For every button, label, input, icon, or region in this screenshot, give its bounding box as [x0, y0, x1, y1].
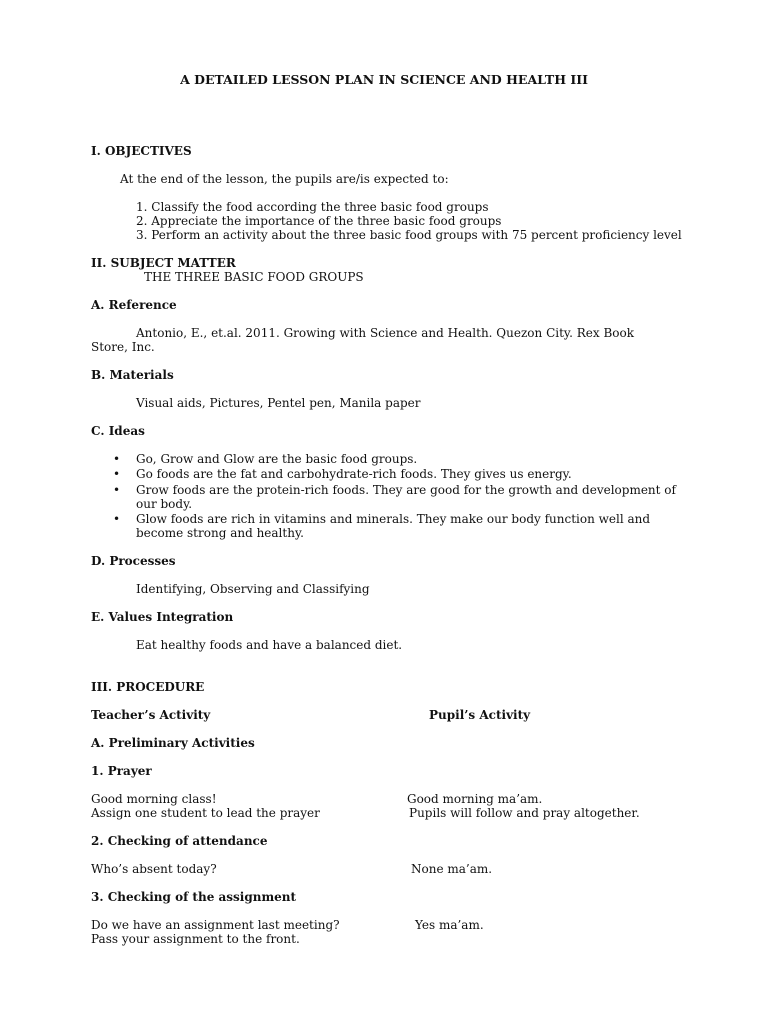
subject-matter-heading: II. SUBJECT MATTER — [91, 256, 236, 270]
materials-text: Visual aids, Pictures, Pentel pen, Manila paper — [136, 396, 421, 410]
reference-line-2: Store, Inc. — [91, 340, 155, 354]
idea-item: Go foods are the fat and carbohydrate-rich foods. They gives us energy. — [136, 467, 572, 481]
preliminary-heading: A. Preliminary Activities — [91, 736, 255, 750]
values-heading: E. Values Integration — [91, 610, 234, 624]
pupil-line: Yes ma’am. — [415, 918, 484, 932]
pupil-line: Good morning ma’am. — [407, 792, 543, 806]
bullet-icon: • — [113, 452, 121, 466]
objectives-heading: I. OBJECTIVES — [91, 144, 192, 158]
teacher-column-header: Teacher’s Activity — [91, 708, 211, 722]
pupil-column-header: Pupil’s Activity — [429, 708, 531, 722]
pupil-line: None ma’am. — [411, 862, 493, 876]
subject-topic: THE THREE BASIC FOOD GROUPS — [144, 270, 364, 284]
idea-item: Go, Grow and Glow are the basic food groups. — [136, 452, 418, 466]
objectives-intro: At the end of the lesson, the pupils are/is expected to: — [120, 172, 449, 186]
teacher-line: Assign one student to lead the prayer — [91, 806, 320, 820]
idea-item: Glow foods are rich in vitamins and minerals. They make our body function well and become strong and healthy. — [136, 512, 651, 540]
pupil-line: Pupils will follow and pray altogether. — [409, 806, 640, 820]
processes-text: Identifying, Observing and Classifying — [136, 582, 370, 596]
reference-line-1: Antonio, E., et.al. 2011. Growing with Science and Health. Quezon City. Rex Book — [136, 326, 634, 340]
teacher-line: Do we have an assignment last meeting? — [91, 918, 340, 932]
teacher-line: Who’s absent today? — [91, 862, 217, 876]
reference-heading: A. Reference — [91, 298, 177, 312]
bullet-icon: • — [113, 467, 121, 481]
teacher-line: Good morning class! — [91, 792, 217, 806]
attendance-heading: 2. Checking of attendance — [91, 834, 268, 848]
objective-item: 3. Perform an activity about the three basic food groups with 75 percent proficiency level — [136, 228, 682, 242]
page-title: A DETAILED LESSON PLAN IN SCIENCE AND HEALTH III — [180, 72, 588, 87]
values-text: Eat healthy foods and have a balanced diet. — [136, 638, 403, 652]
procedure-heading: III. PROCEDURE — [91, 680, 205, 694]
bullet-icon: • — [113, 512, 121, 526]
prayer-heading: 1. Prayer — [91, 764, 152, 778]
processes-heading: D. Processes — [91, 554, 176, 568]
teacher-line: Pass your assignment to the front. — [91, 932, 300, 946]
bullet-icon: • — [113, 483, 121, 497]
idea-item: Grow foods are the protein-rich foods. They are good for the growth and development of our body. — [136, 483, 676, 511]
assignment-heading: 3. Checking of the assignment — [91, 890, 297, 904]
ideas-heading: C. Ideas — [91, 424, 145, 438]
objective-item: 2. Appreciate the importance of the three basic food groups — [136, 214, 502, 228]
objective-item: 1. Classify the food according the three basic food groups — [136, 200, 489, 214]
materials-heading: B. Materials — [91, 368, 174, 382]
